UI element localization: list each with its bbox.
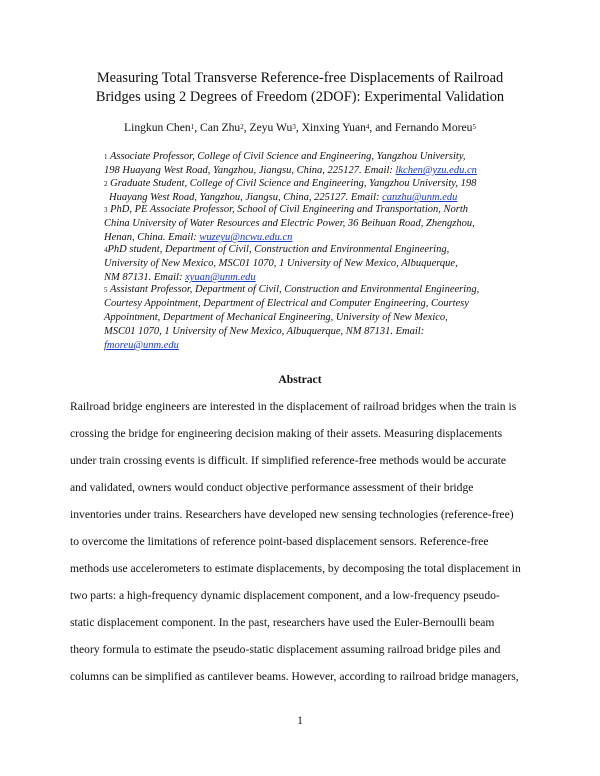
author-3: Zeyu Wu$^3$, (249, 121, 302, 134)
abstract-line: theory formula to estimate the pseudo-static displacement assuming railroad bridge piles and (70, 643, 501, 656)
affiliation-5: $^5$ Assistant Professor, Department of Civil, Construction and Environmental Engineering, Courtesy Appointment, Department of Electrical and Computer Engineering, Courtesy Appointment, Department of Mechanical Engineering, University of New Mexico, MSC01 1070, 1 University of New Mexico, Albuquerque, NM 87131. Email: fmoreu@unm.edu (104, 284, 480, 351)
author-2: Can Zhu$^2$, (199, 121, 250, 134)
abstract-line: under train crossing events is difficult. If simplified reference-free methods would be accurate (70, 454, 506, 467)
email-link-4[interactable]: xyuan@unm.edu (185, 272, 256, 283)
email-link-1[interactable]: lkchen@yzu.edu.cn (395, 165, 477, 176)
author-5: Fernando Moreu$^5$ (394, 121, 476, 134)
affiliation-3: $^3$ PhD, PE Associate Professor, School of Civil Engineering and Transportation, North China University of Water Resources and Electric Power, 36 Beihuan Road, Zhengzhou, Henan, China. Email: wuzeyu@ncwu.edu.cn (104, 204, 475, 243)
email-link-2[interactable]: canzhu@unm.edu (382, 192, 458, 203)
author-1: Lingkun Chen$^1$, (124, 121, 200, 134)
abstract-line: two parts: a high-frequency dynamic displacement component, and a low-frequency pseudo- (70, 589, 500, 602)
email-link-5[interactable]: fmoreu@unm.edu (104, 340, 179, 351)
abstract-line: static displacement component. In the past, researchers have used the Euler-Bernoulli beam (70, 616, 495, 629)
title-line-2: Bridges using 2 Degrees of Freedom (2DOF): Experimental Validation (95, 89, 505, 105)
abstract-line: crossing the bridge for engineering decision making of their assets. Measuring displacements (70, 427, 503, 440)
abstract-line: and validated, owners would conduct objective performance assessment of their bridge (70, 481, 474, 494)
paper-title (60, 69, 540, 107)
abstract-line: columns can be simplified as cantilever beams. However, according to railroad bridge managers, (70, 670, 519, 683)
abstract-heading: Abstract (278, 373, 322, 386)
author-list (60, 121, 540, 135)
abstract-line: methods use accelerometers to estimate displacements, by decomposing the total displacement in (70, 562, 521, 575)
author-4: Xinxing Yuan$^4$, and (301, 121, 395, 134)
abstract-line: Railroad bridge engineers are interested in the displacement of railroad bridges when the train is (70, 400, 517, 413)
email-link-3[interactable]: wuzeyu@ncwu.edu.cn (199, 232, 293, 243)
title-line-1: Measuring Total Transverse Reference-free Displacements of Railroad (96, 70, 504, 86)
affiliation-1: $^1$ Associate Professor, College of Civil Science and Engineering, Yangzhou University, 198 Huayang West Road, Yangzhou, Jiangsu, China, 225127. Email: lkchen@yzu.edu.cn (104, 151, 477, 176)
affiliation-4: $^4$PhD student, Department of Civil, Construction and Environmental Engineering, University of New Mexico, MSC01 1070, 1 University of New Mexico, Albuquerque, NM 87131. Email: xyuan@unm.edu (104, 244, 458, 283)
affiliation-2: $^2$ Graduate Student, College of Civil Science and Engineering, Yangzhou University, 198 Huayang West Road, Yangzhou, Jiangsu, China, 225127. Email: canzhu@unm.edu (104, 178, 477, 203)
abstract-line: inventories under trains. Researchers have developed new sensing technologies (reference-free) (70, 508, 514, 521)
page-number: 1 (297, 714, 303, 727)
abstract-line: to overcome the limitations of reference point-based displacement sensors. Reference-free (70, 535, 489, 548)
